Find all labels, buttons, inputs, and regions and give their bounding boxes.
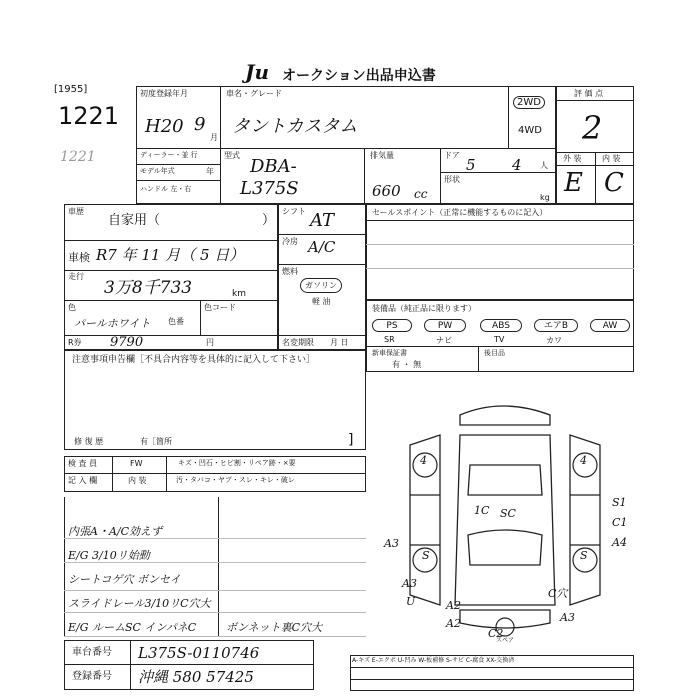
usage-value: 自家用（ <box>108 213 161 228</box>
damage-mark-a3-rear: A3 <box>402 577 417 590</box>
type-value-1: DBA- <box>250 156 297 177</box>
chassis-label: 車台番号 <box>72 647 112 658</box>
recycle-unit: 円 <box>206 338 214 347</box>
month-value: 9 <box>194 114 206 135</box>
note-line-2: E/G 3/10リ始動 <box>68 549 150 562</box>
damage-mark-c-hole: C穴 <box>548 587 568 600</box>
displacement-unit: cc <box>414 187 428 201</box>
fuel-other: 軽 油 <box>312 297 331 306</box>
note-line-5: E/G ルームSC インパネC <box>68 621 197 634</box>
interior-label: 内 装 <box>602 154 621 163</box>
form-title: オークション出品申込書 <box>282 68 436 84</box>
equip-abs: ABS <box>480 319 522 332</box>
interior-check-items: 汚・タバコ・ヤブ・スレ・キレ・破レ <box>176 476 295 484</box>
damage-mark-1c: 1C <box>474 504 490 517</box>
logo: Ju <box>245 60 270 84</box>
type-label: 型式 <box>224 151 240 160</box>
note-line-3: シートコゲ穴 ボンセイ <box>68 573 181 586</box>
fw-label: FW <box>130 459 143 468</box>
inspection-label: 車検 <box>68 251 90 264</box>
equip-pw: PW <box>424 319 466 332</box>
model-name-label: 車名・グレード <box>226 89 282 98</box>
tire-mark-fr: 4 <box>580 454 587 467</box>
repair-label: 修 復 歴 <box>74 437 104 446</box>
manual-label: 後目品 <box>484 349 505 357</box>
drive-2wd: 2WD <box>513 96 545 109</box>
inspection-value: R7 年 11 月（ 5 日） <box>96 246 245 264</box>
damage-mark-u: U <box>406 595 416 608</box>
notes-title: 注意事項申告欄［不具合内容等を具体的に記入して下さい］ <box>72 355 316 365</box>
tire-mark-rr: S <box>580 549 588 562</box>
weight-unit: kg <box>540 193 550 202</box>
equip-airbag: エアB <box>534 319 578 332</box>
drive-4wd: 4WD <box>518 125 542 136</box>
seats-value: 4 <box>512 156 522 174</box>
grade-label: 評 価 点 <box>574 89 604 98</box>
dealer-label: ディーラー・並 行 <box>140 151 198 159</box>
chassis-value: L375S-0110746 <box>138 644 260 662</box>
equip-ps: PS <box>372 319 412 332</box>
year-unit: 年 <box>206 167 214 176</box>
sales-point-label: セールスポイント（正常に機能するものに記入） <box>372 208 548 217</box>
fw-items: キズ・凹石・ヒビ割・リペア跡・×要 <box>178 459 296 467</box>
spare-label: スペア <box>496 637 515 644</box>
mileage-label: 走行 <box>68 272 84 281</box>
damage-mark-a3-left: A3 <box>384 537 399 550</box>
inspector-label: 検 査 員 <box>68 459 98 468</box>
ref-code: [1955] <box>54 84 88 95</box>
warranty-label: 新車保証書 <box>372 349 407 357</box>
repair-value: 有［箇所 <box>140 437 172 446</box>
sales-point-box <box>366 204 634 300</box>
mileage-value: 3万8千733 <box>104 278 193 298</box>
displacement-label: 排気量 <box>370 151 394 160</box>
damage-mark-sc: SC <box>500 507 516 520</box>
note-line-4: スライドレール3/10リC穴大 <box>68 597 211 610</box>
equipment-label: 装備品（純正品に限ります） <box>372 304 476 313</box>
type-value-2: L375S <box>240 178 299 199</box>
tire-mark-rl: S <box>422 549 430 562</box>
first-reg-label: 初度登録年月 <box>140 89 188 98</box>
tire-mark-fl: 4 <box>420 454 427 467</box>
first-reg-value: H20 <box>145 116 184 137</box>
shape-label: 形状 <box>444 175 460 184</box>
ac-value: A/C <box>308 238 336 256</box>
plate-label: 登録番号 <box>72 671 112 682</box>
damage-mark-a4: A4 <box>612 536 627 549</box>
mileage-unit: km <box>232 289 246 299</box>
usage-label: 車歴 <box>68 207 84 216</box>
color-code-label: 色コード <box>204 303 236 312</box>
title-change-unit: 月 日 <box>330 338 349 347</box>
recycle-label: R券 <box>68 338 82 347</box>
exterior-label: 外 装 <box>563 154 582 163</box>
color-no-label: 色番 <box>168 317 184 326</box>
damage-mark-s1: S1 <box>612 496 627 509</box>
car-damage-diagram <box>380 395 635 645</box>
displacement-value: 660 <box>372 182 401 200</box>
grade-value: 2 <box>582 109 603 147</box>
entry-label: 記 入 欄 <box>68 476 98 485</box>
shift-value: AT <box>310 210 335 231</box>
damage-mark-c2: C2 <box>488 627 504 640</box>
seats-unit: 人 <box>540 161 548 170</box>
model-name-value: タントカスタム <box>232 116 358 137</box>
faded-lot-mark: 1221 <box>60 149 96 165</box>
damage-mark-a3-right: A3 <box>560 611 575 624</box>
equip-leather: カワ <box>546 336 562 345</box>
exterior-grade: E <box>564 168 583 198</box>
interior-grade: C <box>604 168 624 198</box>
legend-text: A-キズ E-エクボ U-凹み W-板補修 S-サビ C-腐食 XX-交換済 <box>352 657 515 664</box>
damage-mark-a2: A2 <box>446 617 461 630</box>
title-change-label: 名変期限 <box>282 338 314 347</box>
note-line-6: ボンネット裏C穴大 <box>226 621 323 634</box>
registration-box <box>136 86 556 204</box>
usage-close: ） <box>262 213 276 228</box>
note-line-1: 内張A・A/C効えず <box>68 525 163 538</box>
fuel-value: ガソリン <box>300 278 342 293</box>
lot-number: 1221 <box>58 102 120 130</box>
plate-value: 沖縄 580 57425 <box>138 668 254 686</box>
equip-tv: TV <box>494 335 505 344</box>
warranty-value: 有 ・ 無 <box>392 360 422 369</box>
equip-aw: AW <box>590 319 630 332</box>
recycle-value: 9790 <box>110 335 144 350</box>
doors-value: 5 <box>466 156 476 174</box>
equip-sr: SR <box>384 335 395 344</box>
month-unit: 月 <box>210 133 218 142</box>
fuel-label: 燃料 <box>282 267 298 276</box>
equip-navi: ナビ <box>436 336 452 345</box>
notes-bracket-close: ] <box>348 432 354 448</box>
shift-label: シフト <box>282 207 306 216</box>
notes-box <box>64 350 366 450</box>
ac-label: 冷房 <box>282 237 298 246</box>
damage-mark-a2-rear: A2 <box>446 599 461 612</box>
interior-check-label: 内 装 <box>128 476 147 485</box>
color-label: 色 <box>68 303 76 312</box>
damage-mark-c1: C1 <box>612 516 628 529</box>
color-value: パールホワイト <box>74 317 151 330</box>
model-year-label: モデル年式 <box>140 167 175 175</box>
doors-label: ドア <box>444 151 460 160</box>
handle-label: ハンドル 左・右 <box>140 185 192 193</box>
